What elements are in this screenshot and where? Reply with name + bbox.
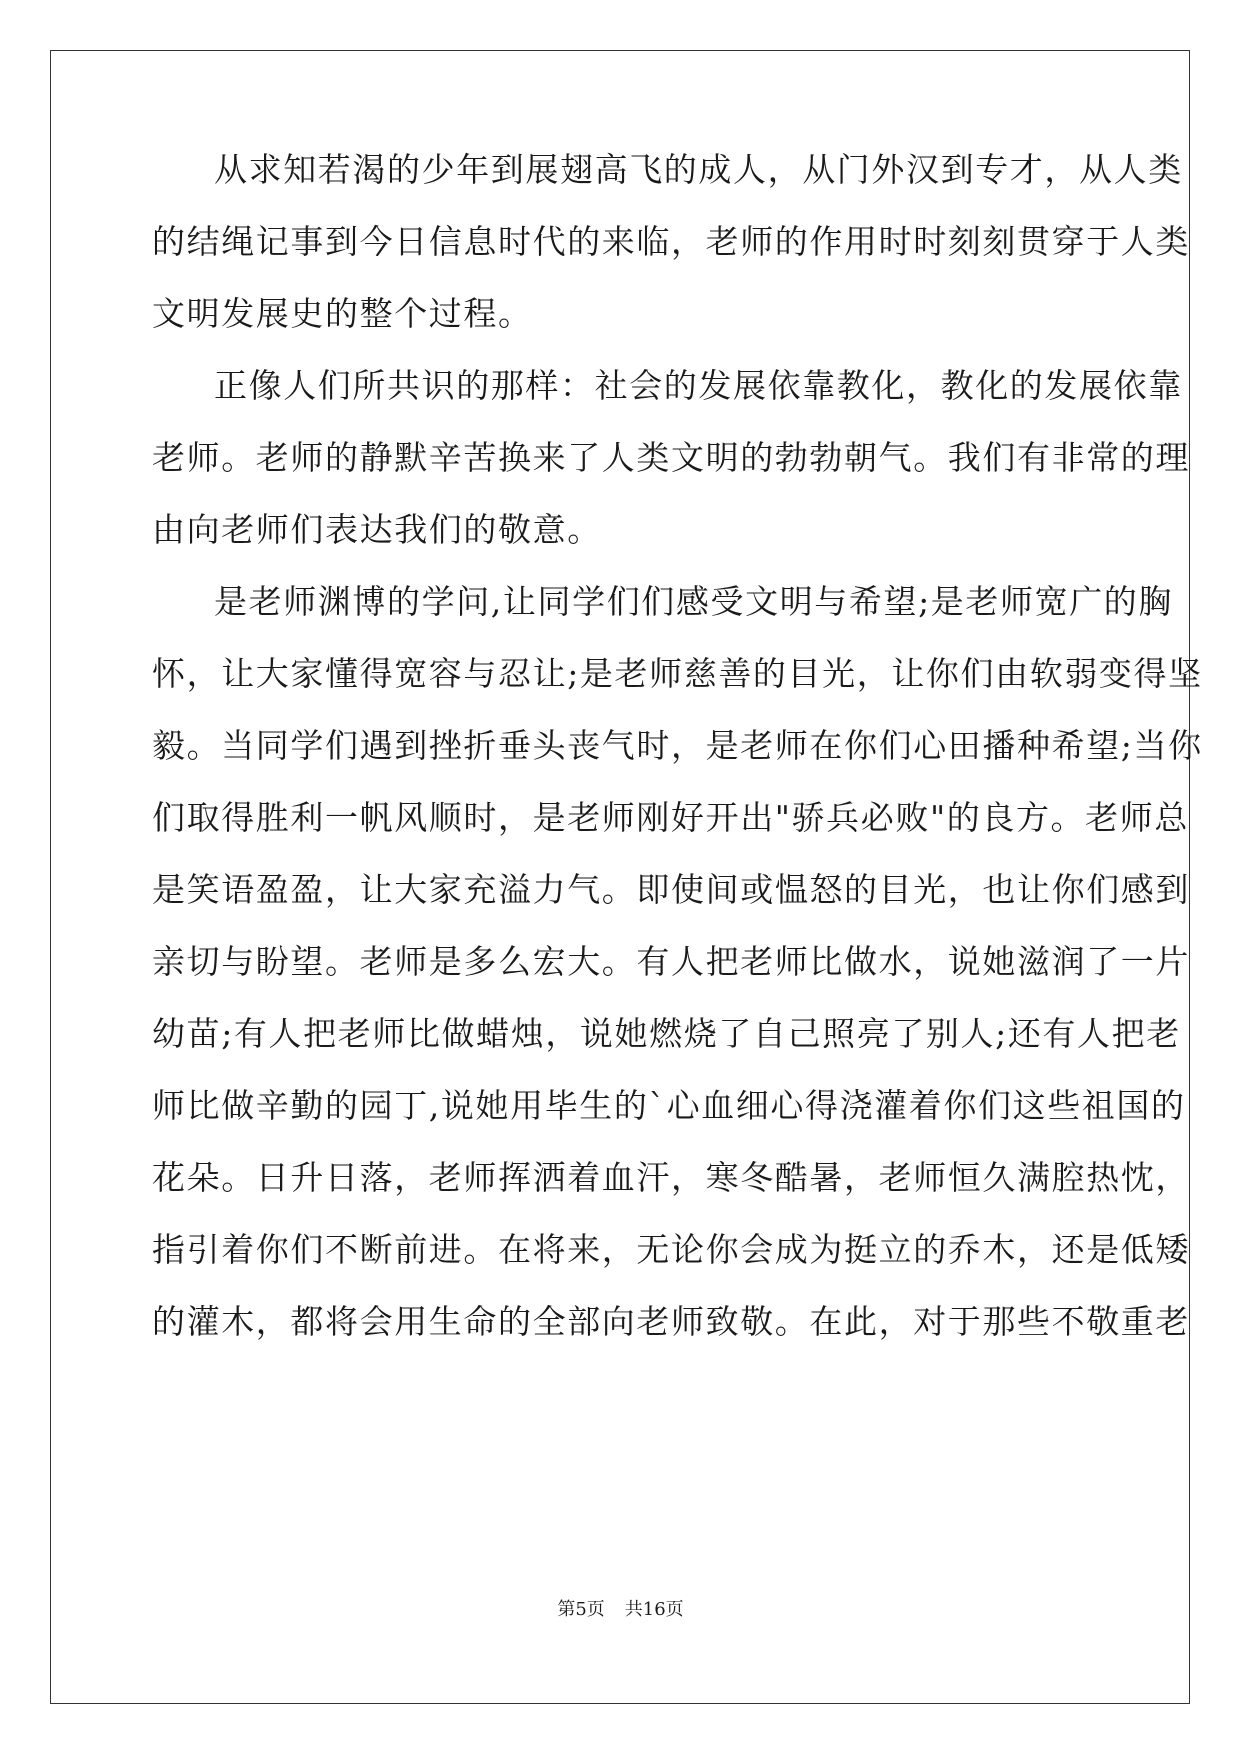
- paragraph-2-line-2: 老师。老师的静默辛苦换来了人类文明的勃勃朝气。我们有非常的理: [152, 438, 1190, 477]
- paragraph-3-line-4: 们取得胜利一帆风顺时，是老师刚好开出"骄兵必败"的良方。老师总: [152, 798, 1189, 837]
- paragraph-3-line-1: 是老师渊博的学问,让同学们们感受文明与希望;是老师宽广的胸: [214, 582, 1174, 621]
- total-pages: 16: [642, 1599, 666, 1620]
- paragraph-1-line-2: 的结绳记事到今日信息时代的来临，老师的作用时时刻刻贯穿于人类: [152, 222, 1190, 261]
- page-suffix: 页: [586, 1599, 605, 1620]
- paragraph-2-line-1: 正像人们所共识的那样：社会的发展依靠教化，教化的发展依靠: [214, 366, 1183, 405]
- page-number: 5: [575, 1599, 587, 1620]
- paragraph-3-line-7: 幼苗;有人把老师比做蜡烛，说她燃烧了自己照亮了别人;还有人把老: [152, 1014, 1181, 1053]
- paragraph-3-line-11: 的灌木，都将会用生命的全部向老师致敬。在此，对于那些不敬重老: [152, 1302, 1190, 1341]
- total-label: 共: [624, 1599, 643, 1620]
- paragraph-1-line-1: 从求知若渴的少年到展翅高飞的成人，从门外汉到专才，从人类: [214, 150, 1183, 189]
- page-footer: [0, 1598, 1241, 1622]
- page-label: 第: [557, 1599, 576, 1620]
- paragraph-3-line-2: 怀，让大家懂得宽容与忍让;是老师慈善的目光，让你们由软弱变得坚: [152, 654, 1203, 693]
- paragraph-3-line-3: 毅。当同学们遇到挫折垂头丧气时，是老师在你们心田播种希望;当你: [152, 726, 1203, 765]
- total-suffix: 页: [665, 1599, 684, 1620]
- paragraph-2-line-3: 由向老师们表达我们的敬意。: [152, 510, 602, 549]
- paragraph-3-line-5: 是笑语盈盈，让大家充溢力气。即使间或愠怒的目光，也让你们感到: [152, 870, 1190, 909]
- paragraph-3-line-6: 亲切与盼望。老师是多么宏大。有人把老师比做水，说她滋润了一片: [152, 942, 1190, 981]
- paragraph-3-line-9: 花朵。日升日落，老师挥洒着血汗，寒冬酷暑，老师恒久满腔热忱，: [152, 1158, 1190, 1197]
- paragraph-1-line-3: 文明发展史的整个过程。: [152, 294, 533, 333]
- paragraph-3-line-10: 指引着你们不断前进。在将来，无论你会成为挺立的乔木，还是低矮: [152, 1230, 1190, 1269]
- paragraph-3-line-8: 师比做辛勤的园丁,说她用毕生的`心血细心得浇灌着你们这些祖国的: [152, 1086, 1186, 1125]
